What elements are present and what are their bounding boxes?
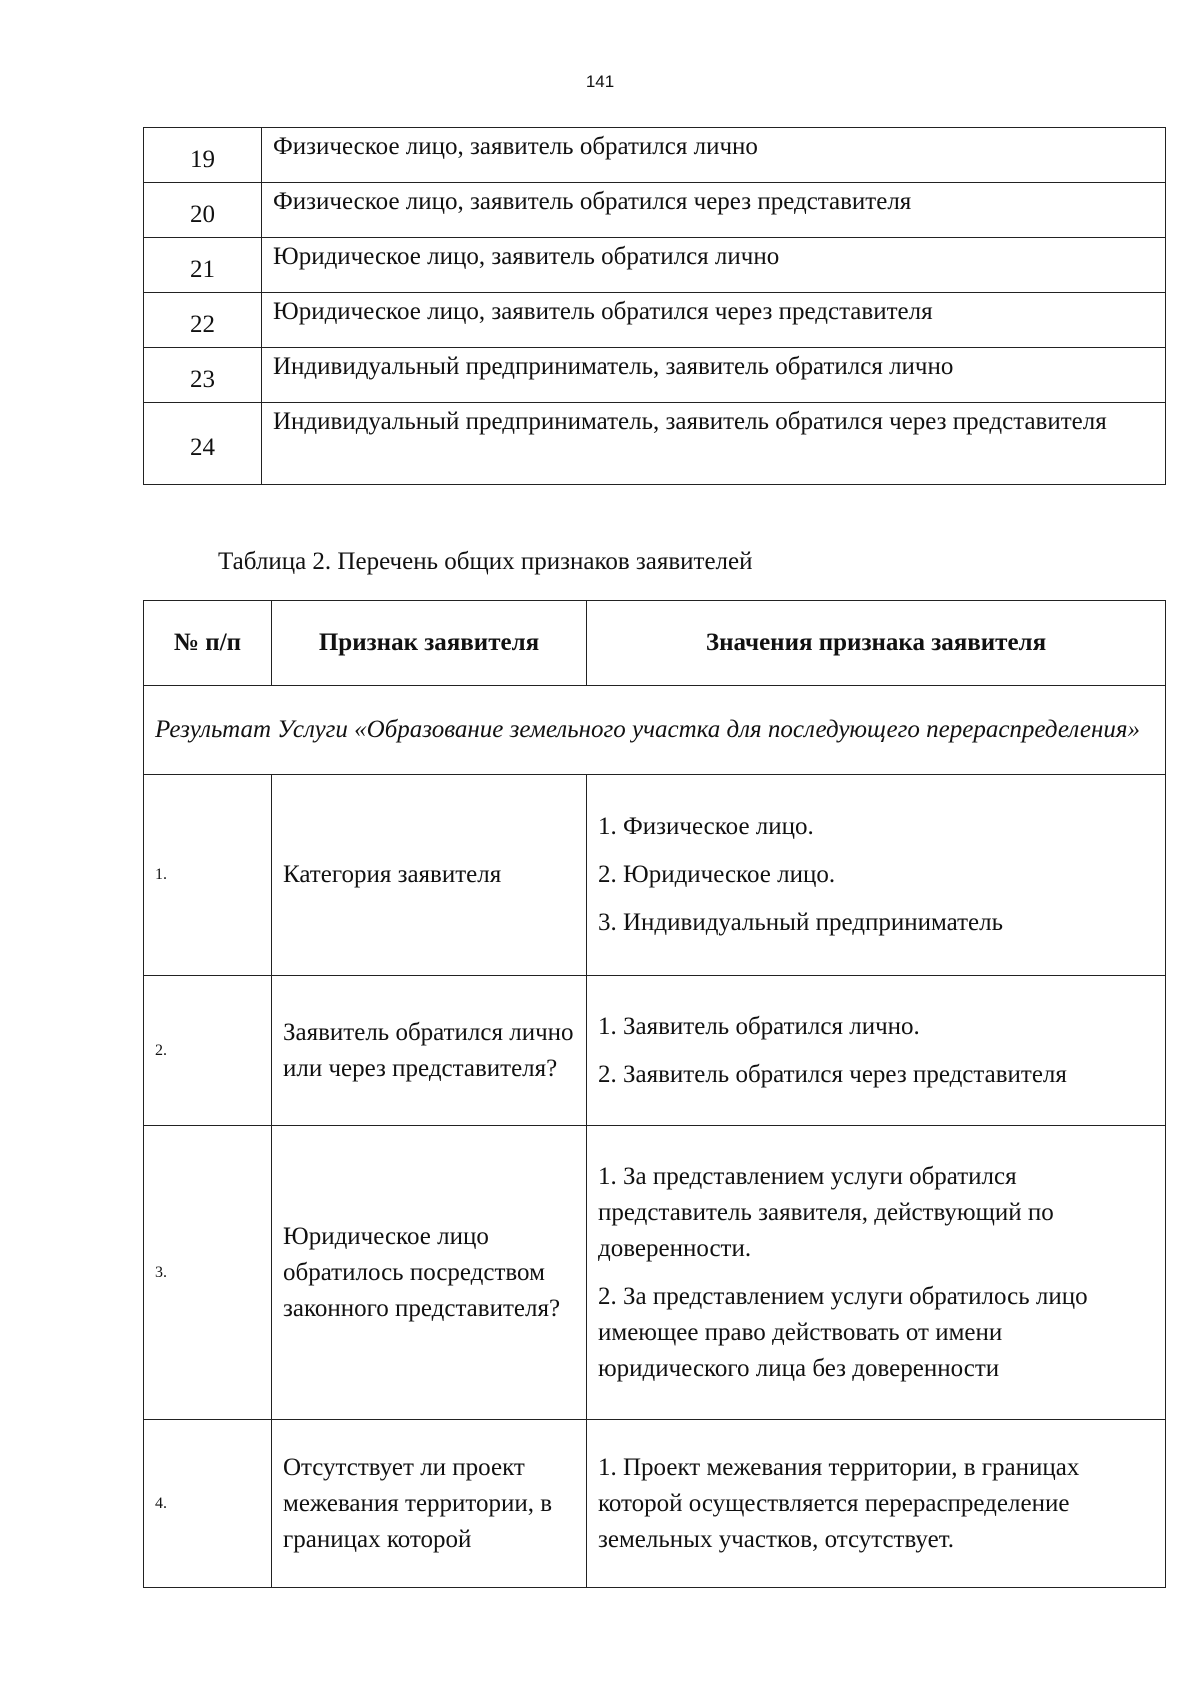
header-attribute: Признак заявителя [272,601,587,686]
value-item: 2. За представлением услуги обратилось лицо имеющее право действовать от имени юридического лица без доверенности [598,1282,1088,1382]
table-row [144,183,1166,238]
table-row [144,238,1166,293]
table-caption: Таблица 2. Перечень общих признаков заявителей [218,548,753,575]
row-values [587,1420,1166,1588]
table-row [144,348,1166,403]
table-row [144,1420,1166,1588]
row-attribute: Отсутствует ли проект межевания территории, в границах которой [272,1420,587,1588]
section-title: Результат Услуги «Образование земельного участка для последующего перераспределения» [144,686,1166,775]
applicant-variants-table [143,127,1166,485]
table-header-row [144,601,1166,686]
row-number: 19 [144,128,262,183]
row-number: 20 [144,183,262,238]
row-text: Индивидуальный предприниматель, заявитель обратился лично [262,348,1166,403]
table-row [144,1126,1166,1420]
row-attribute: Категория заявителя [272,775,587,976]
row-values [587,976,1166,1126]
row-text: Индивидуальный предприниматель, заявитель обратился через представителя [262,403,1166,485]
row-number: 21 [144,238,262,293]
value-item: 1. За представлением услуги обратился представитель заявителя, действующий по доверенности. [598,1162,1054,1262]
row-number: 4. [144,1420,272,1588]
row-number: 2. [144,976,272,1126]
value-item: 2. Заявитель обратился через представителя [598,1060,1067,1088]
row-number: 22 [144,293,262,348]
row-values [587,775,1166,976]
row-number: 23 [144,348,262,403]
table-row [144,403,1166,485]
value-item: 3. Индивидуальный предприниматель [598,909,1003,936]
applicant-attributes-table [143,600,1166,1588]
row-text: Юридическое лицо, заявитель обратился лично [262,238,1166,293]
page-number: 141 [585,72,615,91]
value-item: 1. Проект межевания территории, в границах которой осуществляется перераспределение земельных участков, отсутствует. [598,1453,1080,1553]
table-row [144,128,1166,183]
table-row [144,293,1166,348]
row-text: Юридическое лицо, заявитель обратился через представителя [262,293,1166,348]
row-attribute: Заявитель обратился лично или через представителя? [272,976,587,1126]
value-item: 2. Юридическое лицо. [598,861,836,888]
section-row [144,686,1166,775]
header-values: Значения признака заявителя [587,601,1166,686]
row-number: 1. [144,775,272,976]
table-row [144,775,1166,976]
value-item: 1. Физическое лицо. [598,813,814,840]
row-number: 3. [144,1126,272,1420]
row-text: Физическое лицо, заявитель обратился лично [262,128,1166,183]
row-attribute: Юридическое лицо обратилось посредством законного представителя? [272,1126,587,1420]
value-item: 1. Заявитель обратился лично. [598,1012,920,1040]
table-row [144,976,1166,1126]
row-number: 24 [144,403,262,485]
row-values [587,1126,1166,1420]
row-text: Физическое лицо, заявитель обратился через представителя [262,183,1166,238]
header-number: № п/п [144,601,272,686]
